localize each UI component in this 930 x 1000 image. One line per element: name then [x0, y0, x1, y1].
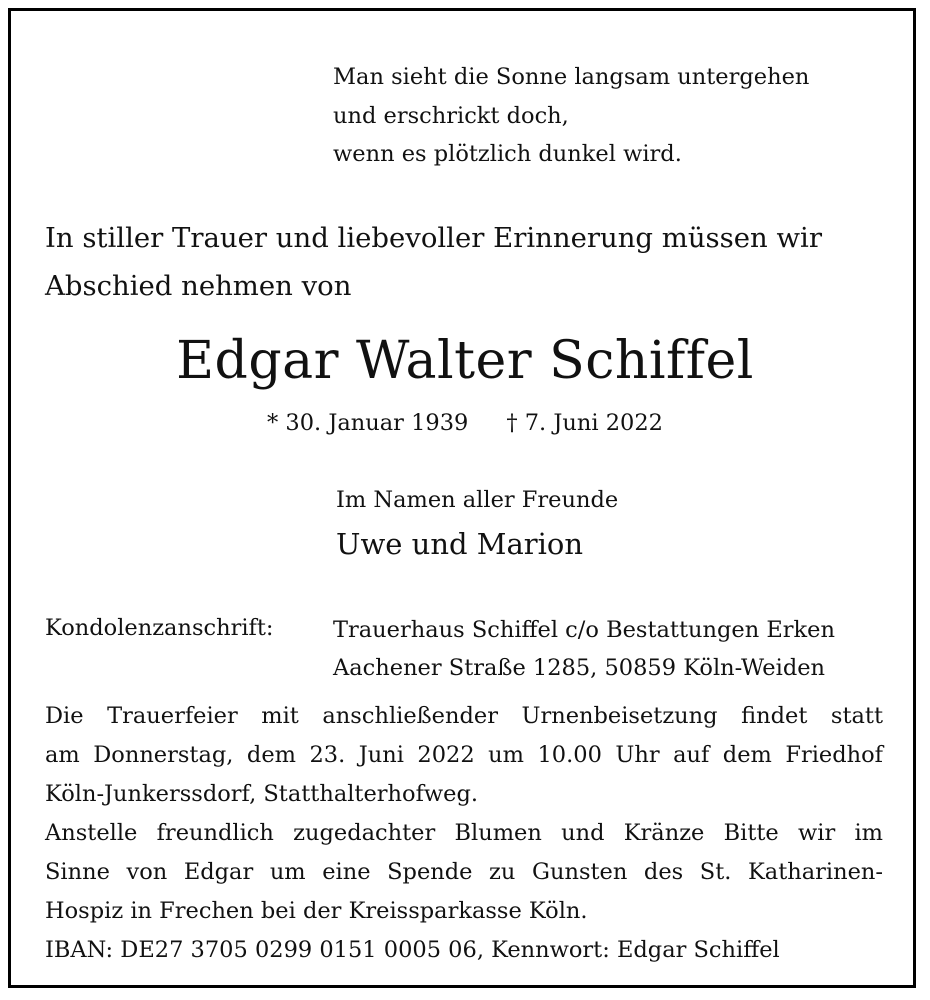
- signer-names: Uwe und Marion: [336, 527, 584, 561]
- condolence-label: Kondolenzanschrift:: [45, 615, 274, 641]
- notice-line: am Donnerstag, dem 23. Juni 2022 um 10.00 Uhr auf dem Friedhof: [45, 742, 883, 768]
- notice-line: Hospiz in Frechen bei der Kreissparkasse Köln.: [45, 898, 588, 924]
- poem-line: wenn es plötzlich dunkel wird.: [333, 141, 682, 167]
- birth-date: * 30. Januar 1939: [267, 410, 469, 436]
- death-date: † 7. Juni 2022: [506, 410, 663, 436]
- funeral-notice: [45, 697, 883, 970]
- poem-line: Man sieht die Sonne langsam untergehen: [333, 64, 810, 90]
- notice-line: Köln-Junkerssdorf, Statthalterhofweg.: [45, 781, 479, 807]
- signer-label: Im Namen aller Freunde: [336, 487, 619, 513]
- address-line: Aachener Straße 1285, 50859 Köln-Weiden: [333, 655, 826, 681]
- notice-line: Anstelle freundlich zugedachter Blumen und Kränze Bitte wir im: [45, 820, 883, 846]
- poem-line: und erschrickt doch,: [333, 102, 569, 129]
- notice-line: IBAN: DE27 3705 0299 0151 0005 06, Kennwort: Edgar Schiffel: [45, 937, 780, 963]
- condolence-address: [333, 611, 835, 687]
- poem: [333, 58, 809, 174]
- notice-line: Sinne von Edgar um eine Spende zu Gunsten des St. Katharinen-: [45, 859, 883, 885]
- intro-line: Abschied nehmen von: [45, 270, 352, 302]
- intro-line: In stiller Trauer und liebevoller Erinnerung müssen wir: [45, 222, 822, 254]
- deceased-name: Edgar Walter Schiffel: [176, 331, 754, 391]
- notice-line: Die Trauerfeier mit anschließender Urnenbeisetzung findet statt: [45, 703, 883, 729]
- life-dates: [0, 407, 930, 439]
- address-line: Trauerhaus Schiffel c/o Bestattungen Erken: [333, 617, 835, 643]
- intro-text: [45, 214, 822, 310]
